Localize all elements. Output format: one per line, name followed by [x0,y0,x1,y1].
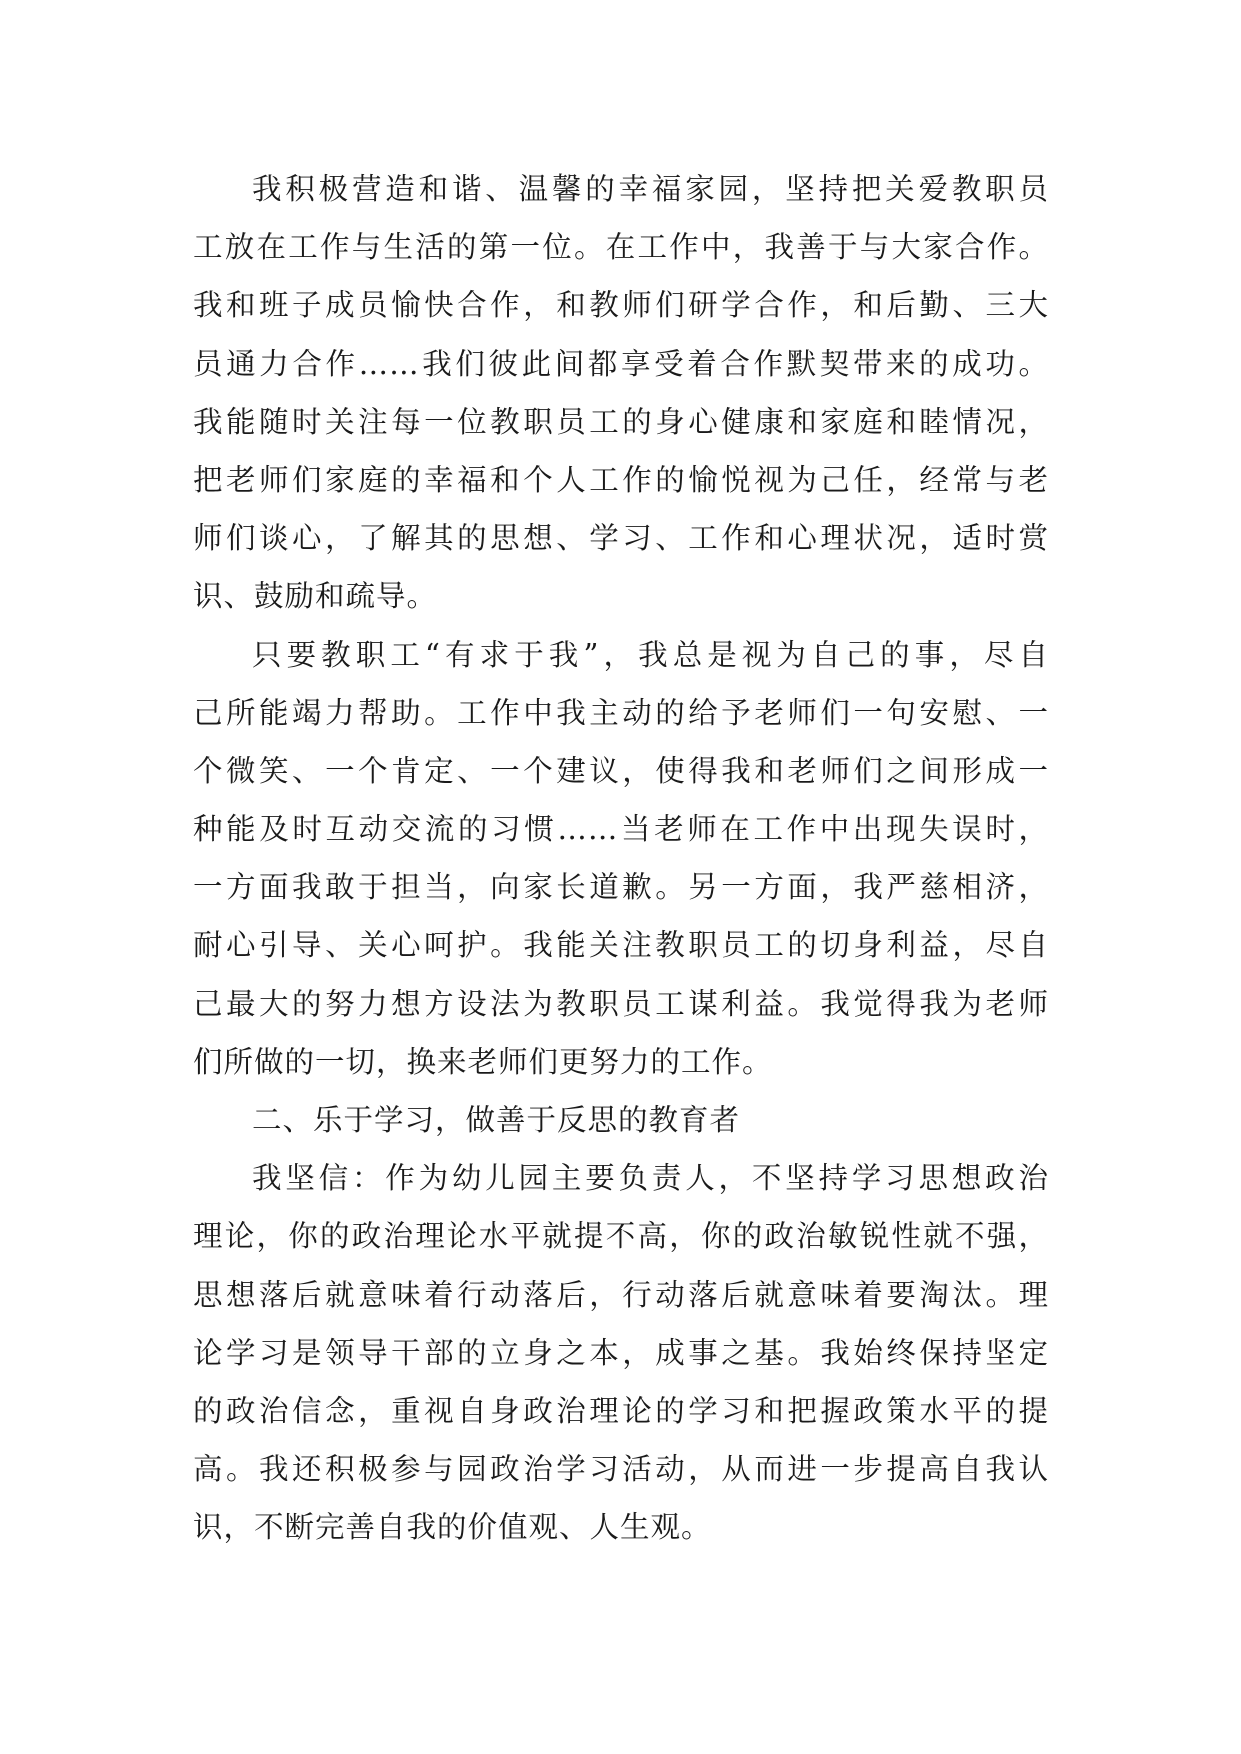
text-line: 我能随时关注每一位教职员工的身心健康和家庭和睦情况， [193,404,1049,439]
text-line: 耐心引导、关心呵护。我能关注教职员工的切身利益，尽自 [193,928,1049,963]
text-line: 我坚信：作为幼儿园主要负责人，不坚持学习思想政治 [252,1161,1049,1196]
paragraph [193,626,1049,1092]
text-line: 思想落后就意味着行动落后，行动落后就意味着要淘汰。理 [193,1277,1049,1312]
text-line: 己所能竭力帮助。工作中我主动的给予老师们一句安慰、一 [193,695,1049,730]
heading-text: 二、乐于学习，做善于反思的教育者 [252,1103,741,1137]
text-line: 识，不断完善自我的价值观、人生观。 [193,1510,712,1545]
text-line: 己最大的努力想方设法为教职员工谋利益。我觉得我为老师 [193,986,1049,1021]
text-line: 工放在工作与生活的第一位。在工作中，我善于与大家合作。 [193,230,1049,265]
text-line: 理论，你的政治理论水平就提不高，你的政治敏锐性就不强， [193,1219,1049,1254]
text-line: 高。我还积极参与园政治学习活动，从而进一步提高自我认 [193,1452,1049,1487]
text-line: 一方面我敢于担当，向家长道歉。另一方面，我严慈相济， [193,870,1049,905]
text-line: 师们谈心，了解其的思想、学习、工作和心理状况，适时赏 [193,521,1049,556]
paragraph [193,1149,1049,1556]
text-line: 我和班子成员愉快合作，和教师们研学合作，和后勤、三大 [193,288,1049,323]
section-heading [193,1091,1049,1149]
text-line: 只要教职工“有求于我”，我总是视为自己的事，尽自 [252,637,1049,672]
text-line: 个微笑、一个肯定、一个建议，使得我和老师们之间形成一 [193,753,1049,788]
text-line: 识、鼓励和疏导。 [193,579,438,614]
body-text [193,160,1049,1557]
text-line: 种能及时互动交流的习惯……当老师在工作中出现失误时， [193,812,1049,847]
text-line: 我积极营造和谐、温馨的幸福家园，坚持把关爱教职员 [252,172,1049,206]
text-line: 的政治信念，重视自身政治理论的学习和把握政策水平的提 [193,1393,1049,1428]
text-line: 员通力合作……我们彼此间都享受着合作默契带来的成功。 [193,346,1049,381]
text-line: 们所做的一切，换来老师们更努力的工作。 [193,1044,773,1079]
text-line: 把老师们家庭的幸福和个人工作的愉悦视为己任，经常与老 [193,462,1049,497]
text-line: 论学习是领导干部的立身之本，成事之基。我始终保持坚定 [193,1335,1049,1370]
paragraph [193,160,1049,626]
